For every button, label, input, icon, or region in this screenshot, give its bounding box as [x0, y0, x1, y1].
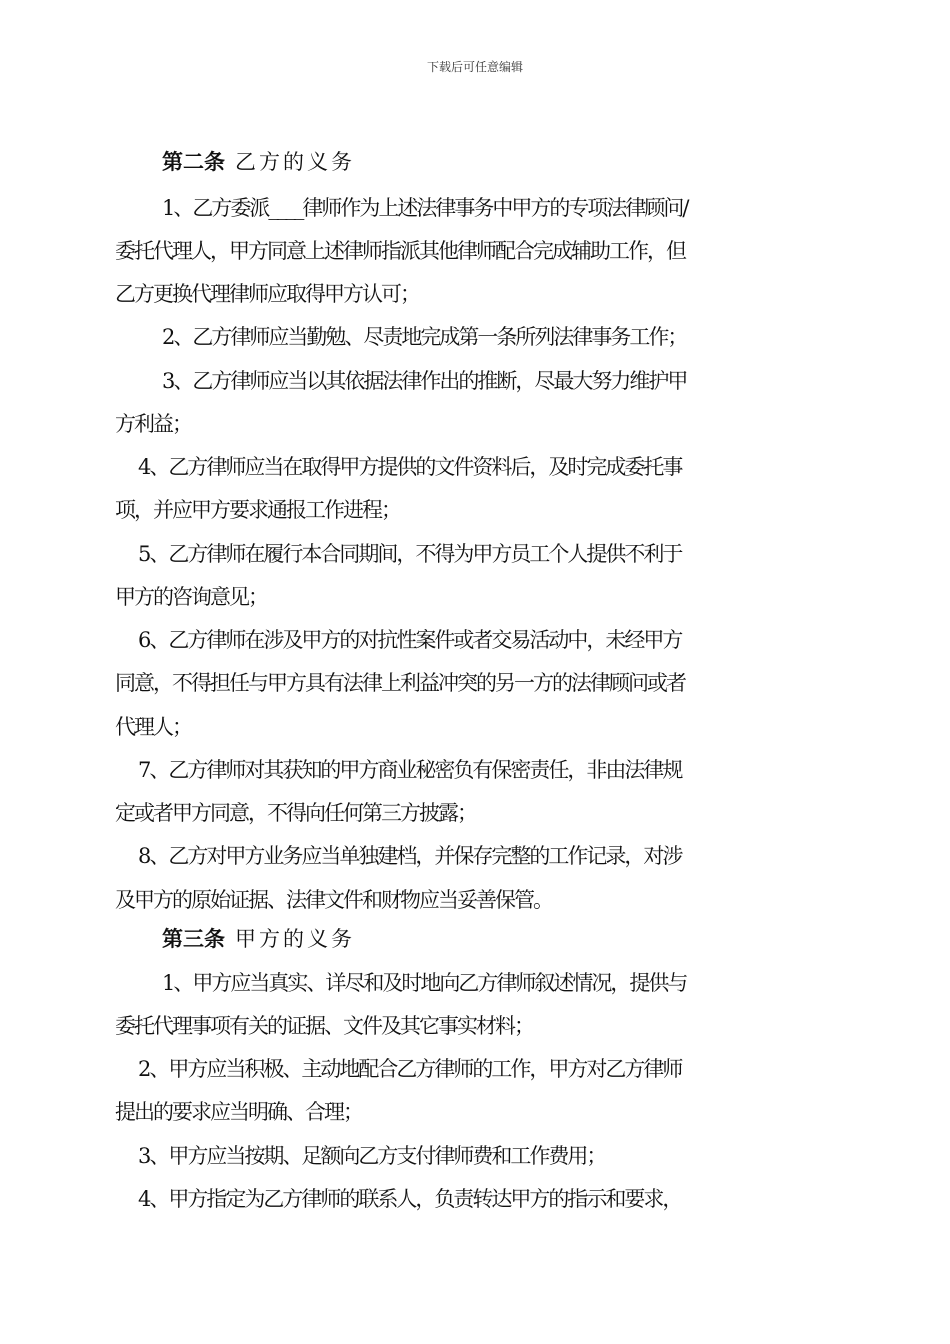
article-2-line-3: 乙方更换代理律师应取得甲方认可；	[115, 282, 419, 306]
article-3-line-3: 2、甲方应当积极、主动地配合乙方律师的工作，甲方对乙方律师	[138, 1057, 682, 1081]
article-2-line-1: 1、乙方委派____律师作为上述法律事务中甲方的专项法律顾问/	[162, 196, 688, 220]
article-2-line-2: 委托代理人，甲方同意上述律师指派其他律师配合完成辅助工作，但	[115, 239, 685, 263]
article-2-line-9: 5、乙方律师在履行本合同期间，不得为甲方员工个人提供不利于	[138, 542, 682, 566]
page-header: 下载后可任意编辑	[426, 60, 523, 74]
article-2-line-13: 代理人；	[115, 715, 191, 739]
article-3-line-1: 1、甲方应当真实、详尽和及时地向乙方律师叙述情况，提供与	[162, 971, 687, 995]
article-3-title: 甲方的义务	[235, 927, 355, 951]
article-2-line-5: 3、乙方律师应当以其依据法律作出的推断，尽最大努力维护甲	[162, 369, 687, 393]
article-2-line-4: 2、乙方律师应当勤勉、尽责地完成第一条所列法律事务工作；	[162, 325, 687, 349]
article-3-line-5: 3、甲方应当按期、足额向乙方支付律师费和工作费用；	[138, 1144, 606, 1168]
article-2-line-10: 甲方的咨询意见；	[115, 585, 267, 609]
article-3-number: 第三条	[162, 927, 225, 951]
article-2-line-7: 4、乙方律师应当在取得甲方提供的文件资料后，及时完成委托事	[138, 455, 682, 479]
article-2-line-17: 及甲方的原始证据、法律文件和财物应当妥善保管。	[115, 888, 552, 912]
article-2-line-11: 6、乙方律师在涉及甲方的对抗性案件或者交易活动中，未经甲方	[138, 628, 682, 652]
article-2-line-14: 7、乙方律师对其获知的甲方商业秘密负有保密责任，非由法律规	[138, 758, 682, 782]
article-3-heading	[162, 924, 950, 954]
article-3-line-6: 4、甲方指定为乙方律师的联系人，负责转达甲方的指示和要求，	[138, 1187, 682, 1211]
article-2-number: 第二条	[162, 150, 225, 174]
article-2-line-15: 定或者甲方同意，不得向任何第三方披露；	[115, 801, 476, 825]
article-2-line-12: 同意，不得担任与甲方具有法律上利益冲突的另一方的法律顾问或者	[115, 671, 685, 695]
article-3-line-2: 委托代理事项有关的证据、文件及其它事实材料；	[115, 1014, 533, 1038]
article-2-line-6: 方利益；	[115, 412, 191, 436]
article-2-line-8: 项，并应甲方要求通报工作进程；	[115, 498, 400, 522]
article-2-title: 乙方的义务	[235, 150, 355, 174]
article-2-line-16: 8、乙方对甲方业务应当单独建档，并保存完整的工作记录，对涉	[138, 844, 682, 868]
article-3-line-4: 提出的要求应当明确、合理；	[115, 1100, 362, 1124]
article-2-heading	[162, 147, 950, 177]
